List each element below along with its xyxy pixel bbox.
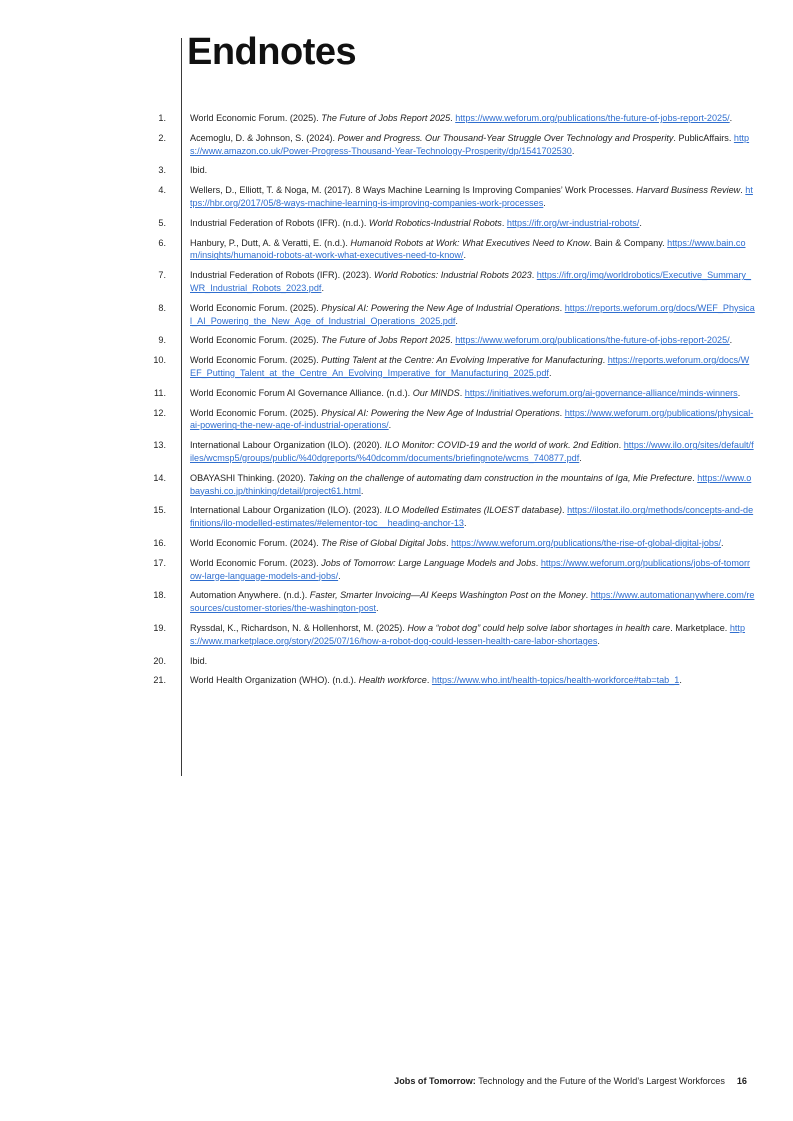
endnote-citation-text: Industrial Federation of Robots (IFR). (n.d.).	[190, 217, 369, 228]
endnote-link[interactable]: https://www.who.int/health-topics/health-workforce#tab=tab_1	[431, 675, 680, 686]
endnote-number: 10.	[153, 355, 166, 366]
endnote-item	[0, 537, 793, 550]
endnote-text	[190, 132, 755, 158]
endnote-citation-text: World Economic Forum AI Governance Alliance. (n.d.).	[190, 387, 413, 398]
endnote-item	[0, 407, 793, 433]
endnote-citation-text: .	[679, 675, 682, 686]
endnote-link[interactable]: https://ifr.org/img/worldrobotics/Executive_Summary_WR_Industrial_Robots_2023.pdf	[190, 270, 752, 293]
endnote-citation-text: World Economic Forum. (2025).	[190, 113, 322, 123]
endnote-source-title: ILO Monitor: COVID-19 and the world of work. 2nd Edition	[384, 440, 619, 451]
endnote-link[interactable]: https://ifr.org/wr-industrial-robots/	[506, 217, 640, 228]
endnote-number: 17.	[153, 557, 166, 568]
endnote-text	[190, 237, 755, 263]
endnote-link[interactable]: https://www.amazon.co.uk/Power-Progress-Thousand-Year-Technology-Prosperity/dp/1541702530	[190, 132, 750, 156]
endnote-citation-text: .	[548, 367, 552, 378]
endnote-text	[190, 184, 755, 210]
endnote-number: 12.	[153, 407, 166, 418]
endnote-number: 18.	[153, 590, 166, 601]
endnote-number: 7.	[158, 270, 166, 281]
endnote-citation-text: .	[585, 590, 591, 601]
endnote-citation-text: Ibid.	[190, 165, 208, 176]
endnote-number: 15.	[153, 505, 166, 516]
footer-report-title-bold: Jobs of Tomorrow:	[394, 1076, 476, 1086]
endnotes-list	[0, 112, 793, 694]
endnote-citation-text: .	[360, 485, 364, 496]
endnote-item	[0, 622, 793, 648]
endnote-citation-text: Hanbury, P., Dutt, A. & Veratti, E. (n.d.).	[190, 237, 351, 248]
endnote-link[interactable]: https://www.bain.com/insights/humanoid-robots-at-work-what-executives-need-to-know/	[190, 237, 746, 261]
endnote-citation-text: .	[729, 335, 733, 346]
endnote-number: 11.	[154, 387, 166, 398]
endnote-citation-text: .	[321, 282, 324, 293]
endnote-item	[0, 354, 793, 380]
endnote-citation-text: World Economic Forum. (2024).	[190, 537, 322, 548]
endnote-citation-text: .	[455, 315, 458, 326]
endnote-citation-text: International Labour Organization (ILO). (2020).	[190, 440, 385, 451]
endnote-text	[190, 164, 755, 177]
endnote-item	[0, 674, 793, 687]
endnote-source-title: The Future of Jobs Report 2025	[321, 335, 451, 346]
endnote-citation-text: .	[571, 145, 575, 156]
endnote-citation-text: .	[535, 557, 541, 568]
endnote-number: 5.	[158, 217, 166, 228]
endnote-text	[190, 504, 755, 530]
endnote-citation-text: .	[559, 407, 565, 418]
endnote-text	[190, 655, 755, 668]
endnote-number: 9.	[158, 335, 166, 346]
endnote-citation-text: Acemoglu, D. & Johnson, S. (2024).	[190, 132, 338, 143]
footer-report-title: Technology and the Future of the World’s Largest Workforces	[475, 1076, 725, 1086]
endnote-link[interactable]: https://ilostat.ilo.org/methods/concepts-and-definitions/ilo-modelled-estimates/#elementor-toc__heading-anchor-13	[190, 505, 754, 529]
endnote-link[interactable]: https://www.weforum.org/publications/the-future-of-jobs-report-2025/	[455, 113, 730, 123]
page-footer	[394, 1076, 747, 1086]
endnote-text	[190, 269, 755, 295]
endnote-citation-text: World Economic Forum. (2023).	[190, 557, 322, 568]
endnote-citation-text: .	[721, 537, 724, 548]
endnote-citation-text: World Economic Forum. (2025).	[190, 407, 322, 418]
endnote-link[interactable]: https://initiatives.weforum.org/ai-governance-alliance/minds-winners	[464, 387, 738, 398]
endnote-text	[190, 334, 755, 347]
endnote-citation-text: .	[618, 440, 624, 451]
endnote-item	[0, 164, 793, 177]
endnote-link[interactable]: https://reports.weforum.org/docs/WEF_Putting_Talent_at_the_Centre_An_Evolving_Imperative_for_Manufacturing_2025.pdf	[190, 355, 750, 378]
endnote-link[interactable]: https://hbr.org/2017/05/8-ways-machine-learning-is-improving-companies-work-processes	[190, 185, 753, 208]
endnote-citation-text: .	[463, 518, 467, 529]
endnote-link[interactable]: https://www.obayashi.co.jp/thinking/detail/project61.html	[190, 472, 752, 496]
endnote-source-title: Health workforce	[358, 675, 427, 686]
endnote-number: 2.	[158, 132, 166, 143]
endnote-link[interactable]: https://www.ilo.org/sites/default/files/wcmsp5/groups/public/%40dgreports/%40dcomm/documents/briefingnote/wcms_740877.pdf	[190, 440, 754, 463]
endnote-item	[0, 132, 793, 158]
endnote-citation-text: .	[388, 420, 392, 431]
endnote-number: 14.	[153, 472, 166, 483]
endnote-citation-text: .	[338, 570, 341, 581]
endnote-text	[190, 589, 755, 615]
endnote-link[interactable]: https://www.weforum.org/publications/jobs-of-tomorrow-large-language-models-and-jobs/	[190, 557, 751, 581]
endnote-link[interactable]: https://www.weforum.org/publications/the-future-of-jobs-report-2025/	[455, 335, 730, 346]
endnote-citation-text: .	[729, 113, 733, 123]
endnote-citation-text: .	[459, 387, 465, 398]
endnote-number: 16.	[153, 537, 166, 548]
endnote-text	[190, 622, 755, 648]
endnote-number: 13.	[153, 440, 166, 451]
endnote-link[interactable]: https://reports.weforum.org/docs/WEF_Physical_AI_Powering_the_New_Age_of_Industrial_Operations_2025.pdf	[190, 302, 755, 326]
endnote-source-title: Physical AI: Powering the New Age of Industrial Operations	[321, 407, 560, 418]
endnote-number: 1.	[158, 113, 166, 123]
endnote-item	[0, 237, 793, 263]
endnote-item	[0, 589, 793, 615]
endnote-citation-text: World Economic Forum. (2025).	[190, 335, 322, 346]
endnote-number: 19.	[153, 622, 166, 633]
endnote-citation-text: World Health Organization (WHO). (n.d.).	[190, 675, 359, 686]
endnote-citation-text: .	[376, 603, 379, 614]
endnote-item	[0, 387, 793, 400]
endnote-item	[0, 217, 793, 230]
endnote-text	[190, 674, 755, 687]
endnote-citation-text: Industrial Federation of Robots (IFR). (2023).	[190, 270, 374, 281]
endnote-item	[0, 302, 793, 328]
endnote-citation-text: Automation Anywhere. (n.d.).	[190, 590, 310, 601]
endnote-citation-text: .	[450, 335, 456, 346]
endnote-citation-text: .	[501, 217, 507, 228]
endnote-citation-text: .	[602, 355, 608, 366]
endnote-source-title: Power and Progress. Our Thousand-Year Struggle Over Technology and Prosperity	[337, 132, 674, 143]
endnote-citation-text: .	[639, 217, 642, 228]
endnote-citation-text: .	[579, 452, 582, 463]
endnote-source-title: The Rise of Global Digital Jobs	[321, 537, 447, 548]
endnote-link[interactable]: https://www.weforum.org/publications/physical-ai-powering-the-new-age-of-industrial-operations/	[190, 407, 754, 431]
endnote-source-title: The Future of Jobs Report 2025	[321, 113, 451, 123]
endnote-text	[190, 537, 755, 550]
endnote-source-title: World Robotics: Industrial Robots 2023	[373, 270, 532, 281]
endnote-citation-text: World Economic Forum. (2025).	[190, 355, 322, 366]
endnote-citation-text: Ryssdal, K., Richardson, N. & Hollenhorst, M. (2025).	[190, 622, 408, 633]
endnote-source-title: Taking on the challenge of automating dam construction in the mountains of Iga, Mie Prefecture	[308, 472, 693, 483]
endnote-citation-text: . PublicAffairs.	[673, 132, 734, 143]
endnote-number: 6.	[158, 237, 166, 248]
endnote-citation-text: .	[463, 250, 466, 261]
endnote-number: 4.	[158, 185, 166, 196]
endnote-citation-text: Ibid.	[190, 655, 208, 666]
endnote-citation-text: . Marketplace.	[670, 622, 730, 633]
endnote-text	[190, 439, 755, 465]
endnote-source-title: Putting Talent at the Centre: An Evolving Imperative for Manufacturing	[321, 355, 603, 366]
endnote-citation-text: .	[426, 675, 432, 686]
endnote-source-title: ILO Modelled Estimates (ILOEST database)	[384, 505, 563, 516]
endnote-number: 8.	[158, 302, 166, 313]
endnote-source-title: Humanoid Robots at Work: What Executives Need to Know	[350, 237, 590, 248]
endnote-citation-text: International Labour Organization (ILO). (2023).	[190, 505, 385, 516]
endnote-item	[0, 269, 793, 295]
endnote-citation-text: . Bain & Company.	[589, 237, 668, 248]
endnote-number: 3.	[158, 165, 166, 176]
endnote-item	[0, 472, 793, 498]
endnote-item	[0, 439, 793, 465]
endnote-citation-text: .	[562, 505, 568, 516]
endnote-item	[0, 334, 793, 347]
endnote-source-title: How a “robot dog” could help solve labor shortages in health care	[407, 622, 671, 633]
endnote-citation-text: .	[531, 270, 537, 281]
endnote-item	[0, 557, 793, 583]
endnote-citation-text: .	[597, 635, 600, 646]
endnote-source-title: World Robotics-Industrial Robots	[368, 217, 502, 228]
endnote-item	[0, 504, 793, 530]
endnote-link[interactable]: https://www.weforum.org/publications/the-rise-of-global-digital-jobs/	[451, 537, 722, 548]
endnote-text	[190, 354, 755, 380]
endnote-citation-text: .	[692, 472, 698, 483]
endnote-link[interactable]: https://www.automationanywhere.com/resources/customer-stories/the-washington-post	[190, 590, 755, 614]
endnote-citation-text: .	[446, 537, 452, 548]
endnote-source-title: Our MINDS	[412, 387, 460, 398]
endnote-citation-text: .	[450, 113, 456, 123]
endnote-citation-text: .	[559, 302, 565, 313]
endnote-citation-text: OBAYASHI Thinking. (2020).	[190, 472, 309, 483]
endnote-source-title: Physical AI: Powering the New Age of Industrial Operations	[321, 302, 560, 313]
endnote-text	[190, 407, 755, 433]
endnote-text	[190, 472, 755, 498]
endnote-source-title: Faster, Smarter Invoicing—AI Keeps Washington Post on the Money	[309, 590, 586, 601]
endnote-item	[0, 112, 793, 125]
endnote-number: 20.	[153, 655, 166, 666]
endnote-source-title: Harvard Business Review	[636, 185, 741, 196]
endnote-text	[190, 557, 755, 583]
endnote-source-title: Jobs of Tomorrow: Large Language Models and Jobs	[321, 557, 536, 568]
endnote-number: 21.	[153, 675, 166, 686]
endnote-text	[190, 387, 755, 400]
endnote-citation-text: .	[740, 185, 746, 196]
endnote-link[interactable]: https://www.marketplace.org/story/2025/07/16/how-a-robot-dog-could-lessen-health-care-labor-shortages	[190, 622, 746, 646]
endnote-citation-text: .	[737, 387, 741, 398]
endnote-text	[190, 302, 755, 328]
endnote-citation-text: .	[543, 197, 546, 208]
endnote-item	[0, 655, 793, 668]
endnote-text	[190, 112, 755, 125]
endnote-citation-text: World Economic Forum. (2025).	[190, 302, 322, 313]
endnote-text	[190, 217, 755, 230]
page-number: 16	[736, 1076, 747, 1086]
endnote-item	[0, 184, 793, 210]
page-title: Endnotes	[187, 31, 357, 73]
endnote-citation-text: Wellers, D., Elliott, T. & Noga, M. (2017). 8 Ways Machine Learning Is Improving Companies’ Work Processes.	[190, 185, 637, 196]
